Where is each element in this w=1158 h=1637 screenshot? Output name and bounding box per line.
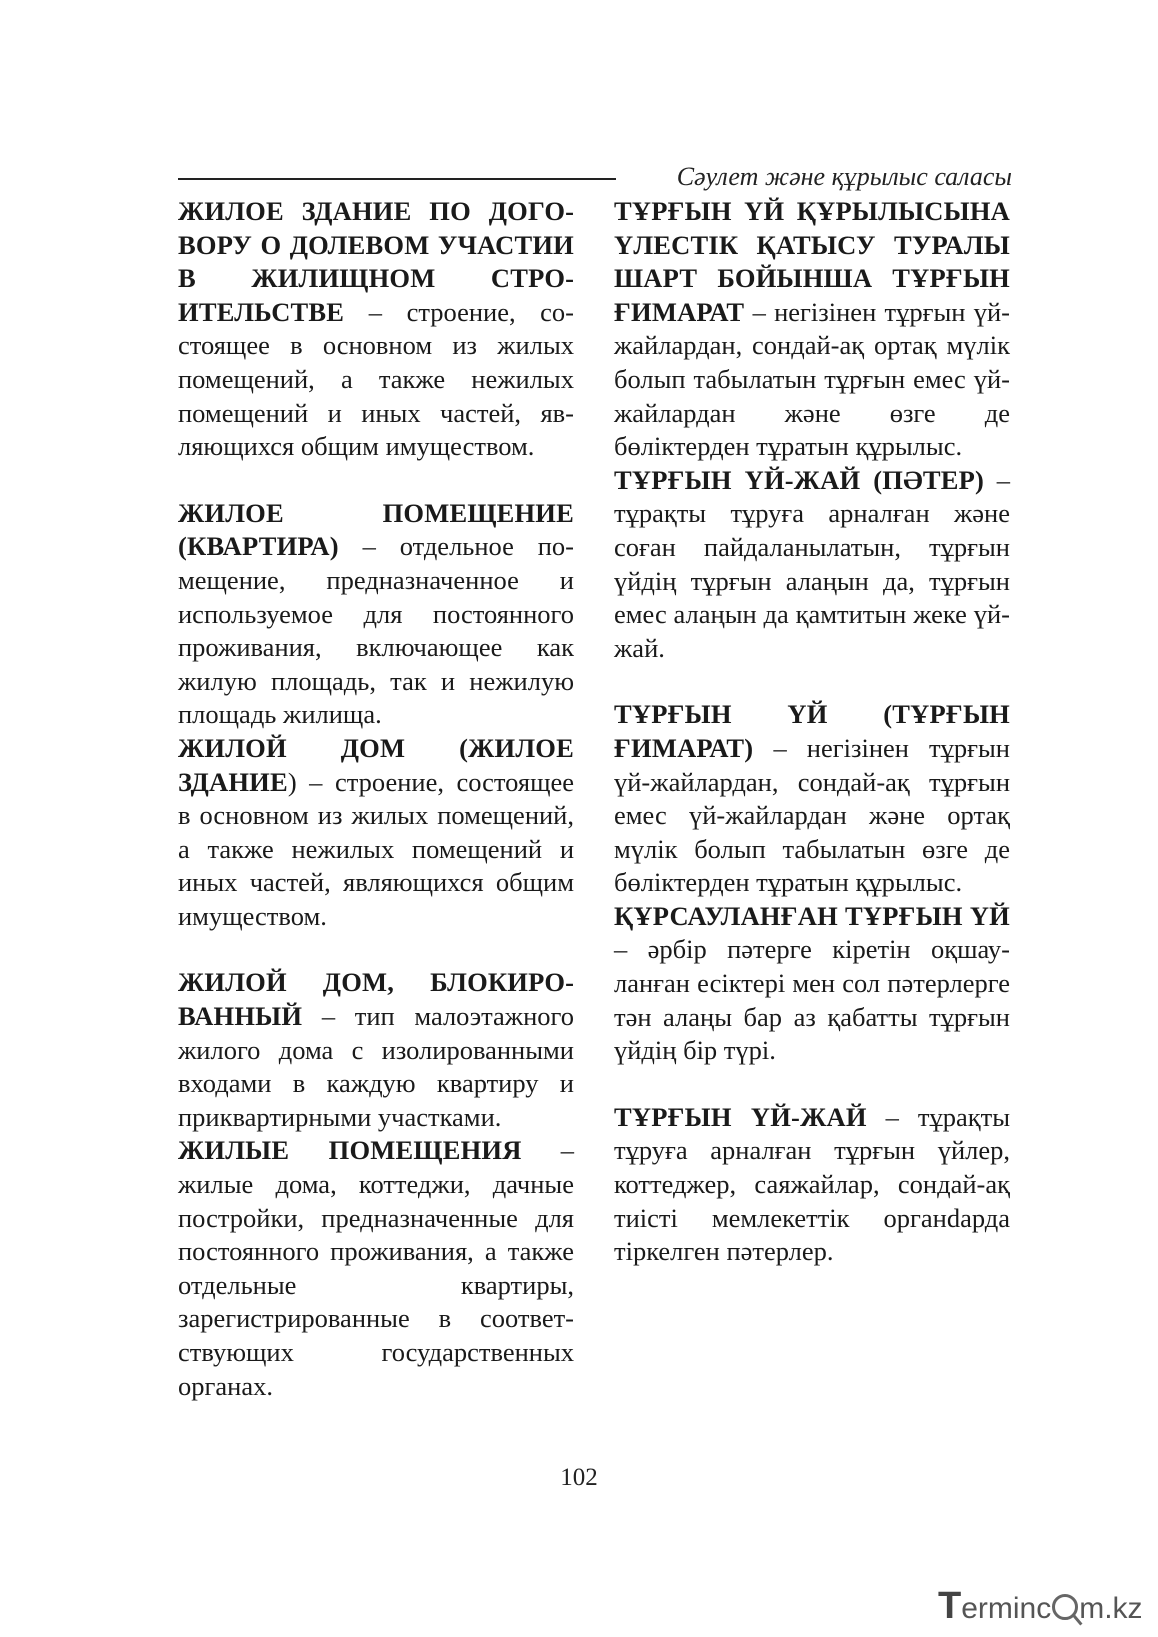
entry-kz-residential-building-shared — [614, 195, 1010, 464]
entry-residential-building-shared — [178, 195, 574, 464]
entry-definition: – отдельное помещение, предназначенное и используемое для постоянного проживания, включающее как жилую площадь, так и нежилую площадь жилища. — [178, 531, 574, 730]
entry-kz-apartment — [614, 464, 1010, 666]
magnifier-icon — [1052, 1594, 1078, 1620]
entry-kz-residential-premises — [614, 1101, 1010, 1269]
entry-definition: – әрбір пәтерге кіретін оқшауланған есіктері мен сол пәтерлерге тән алаңы бар аз қабатты тұрғын үйдің бір түрі. — [614, 934, 1010, 1066]
header-rule — [178, 178, 616, 180]
entry-residential-house — [178, 732, 574, 934]
entry-definition: – жилые дома, коттеджи, дачные постройки, предназначенные для постоянного проживания, а также отдельные квартиры, зарегистрированные в соответствующих государственных органах. — [178, 1135, 574, 1401]
watermark-letter: T — [938, 1585, 962, 1627]
entry-term: ЖИЛОЕ ПОМЕЩЕНИЕ (КВАРТИРА) — [178, 497, 574, 562]
entry-term: ТҰРҒЫН ҮЙ ҚҰРЫЛЫСЫНА ҮЛЕСТІК ҚАТЫСУ ТУРАЛЫ ШАРТ БОЙЫНША ТҰРҒЫН ҒИМАРАТ — [614, 196, 1010, 327]
entry-definition: – негізінен тұрғын үй-жайлардан, сондай-ақ ортақ мүлік болып табылатын тұрғын емес үй-жайлардан және өзге де бөліктерден тұратын құрылыс. — [614, 296, 1010, 462]
entry-blocked-house — [178, 966, 574, 1134]
page-number: 102 — [560, 1464, 598, 1491]
entry-residential-premises — [178, 497, 574, 732]
entry-definition: – тұрақты тұруға арналған және соған пайдаланылатын, тұрғын үйдің тұрғын алаңын да, тұрғын емес алаңын да қамтитын жеке үй-жай. — [614, 464, 1010, 663]
entry-term: ҚҰРСАУЛАНҒАН ТҰРҒЫН ҮЙ — [614, 900, 1010, 931]
entry-definition: – тип малоэтажного жилого дома с изолированными входами в каждую квартиру и приквартирными участками. — [178, 1001, 574, 1132]
entry-kz-blocked-house — [614, 900, 1010, 1068]
entry-term: ТҰРҒЫН ҮЙ-ЖАЙ — [614, 1101, 867, 1132]
watermark-text-middle: erminc — [961, 1592, 1052, 1625]
entry-term: ЖИЛОЕ ЗДАНИЕ ПО ДОГОВОРУ О ДОЛЕВОМ УЧАСТИИ В ЖИЛИЩНОМ СТРОИТЕЛЬСТВЕ — [178, 196, 574, 327]
watermark-text-end: m.kz — [1079, 1592, 1143, 1625]
running-head: Сәулет және құрылыс саласы — [676, 162, 1012, 191]
left-column — [178, 195, 574, 1403]
entry-definition: – тұрақты тұруға арналған тұрғын үйлер, коттеджер, саяжайлар, сондай-ақ тиісті мемлекеттік органdарда тіркелген пәтерлер. — [614, 1101, 1011, 1267]
entry-kz-residential-house — [614, 698, 1010, 900]
entry-residential-premises-plural — [178, 1134, 574, 1403]
entry-term: ТҰРҒЫН ҮЙ (ТҰРҒЫН ҒИМАРАТ) — [614, 699, 1010, 763]
watermark-logo — [938, 1584, 1143, 1628]
entry-definition: – негізінен тұрғын үй-жайлардан, сондай-ақ тұрғын емес үй-жайлардан және ортақ мүлік болып табылатын өзге де бөліктерден тұратын құрылыс. — [614, 732, 1010, 898]
entry-definition: – строение, состоящее в основном из жилых помещений, а также нежилых помещений и иных частей, являющихся общим имуществом. — [178, 296, 574, 462]
entry-term: ЖИЛОЙ ДОМ (ЖИЛОЕ ЗДАНИЕ — [178, 732, 574, 797]
entry-term: ЖИЛОЙ ДОМ, БЛОКИРОВАННЫЙ — [178, 967, 574, 1032]
entry-term: ТҰРҒЫН ҮЙ-ЖАЙ (ПӘТЕР) — [614, 464, 985, 495]
entry-definition: ) – строение, состоящее в основном из жилых помещений, а также нежилых помещений и иных частей, являющихся общим имуществом. — [178, 766, 574, 931]
entry-term: ЖИЛЫЕ ПОМЕЩЕНИЯ — [178, 1135, 522, 1166]
right-column — [614, 195, 1010, 1269]
